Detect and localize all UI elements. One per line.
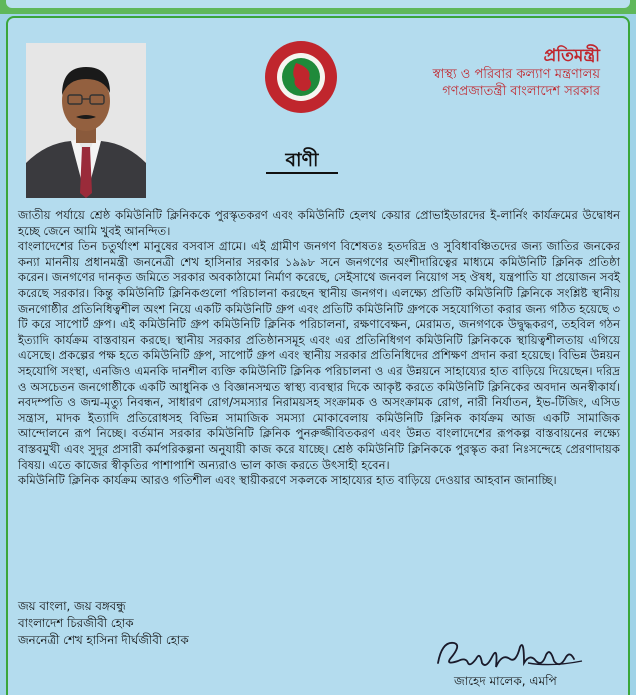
minister-heading: [433, 46, 600, 100]
government-name: গণপ্রজাতন্ত্রী বাংলাদেশ সরকার: [442, 84, 600, 99]
paragraph-main: বাংলাদেশের তিন চতুর্থাংশ মানুষের বসবাস গ্রামে। এই গ্রামীণ জনগণ বিশেষতঃ হতদরিদ্র ও সুবিধাবঞ্চিতদের জন্য জাতির জনকের কন্যা মাননীয় প্রধানমন্ত্রী জননেত্রী শেখ হাসিনার সরকার ১৯৯৮ সনে জনগণের অংশীদারিত্বের মাধ্যমে কমিউনিটি ক্লিনিক প্রতিষ্ঠা করেন। জনগণের দানকৃত জমিতে সরকার অবকাঠামো নির্মাণ করেছে, সেইসাথে জনবল নিয়োগ সহ ঔষধ, যন্ত্রপাতি যা প্রয়োজন সবই করেছে সরকার। কিন্তু কমিউনিটি ক্লিনিকগুলো পরিচালনা করছেন স্থানীয় জনগণ। এলক্ষ্যে প্রতিটি কমিউনিটি ক্লিনিকে সংশ্লিষ্ট স্থানীয় জনগোষ্ঠীর প্রতিনিধিত্বশীল অংশ নিয়ে একটি কমিউনিটি গ্রুপ এবং প্রতিটি কমিউনিটি গ্রুপকে সহযোগিতা করার জন্য গঠিত হয়েছে ৩ টি করে সাপোর্ট গ্রুপ। এই কমিউনিটি গ্রুপ কমিউনিটি ক্লিনিক পরিচালনা, রক্ষণাবেক্ষন, মেরামত, জনগণকে উদ্বুদ্ধকরণ, তহবিল গঠন ইত্যাদি কার্যক্রম বাস্তবায়ন করছে। স্থানীয় সরকার প্রতিষ্ঠানসমূহ এবং এর প্রতিনিধিগণ কমিউনিটি ক্লিনিককে স্থায়িত্বশীলতায় এগিয়ে এসেছে। প্রকল্পের পক্ষ হতে কমিউনিটি গ্রুপ, সাপোর্ট গ্রুপ এবং স্থানীয় সরকার প্রতিনিধিদের প্রশিক্ষণ প্রদান করা হয়েছে। বিভিন্ন উন্নয়ন সহযোগি সংস্থা, এনজিও এমনকি দানশীল ব্যক্তি কমিউনিটি ক্লিনিক পরিচালনা ও এর উন্নয়নে সাহায্যের হাত বাড়িয়ে দিয়েছেন। দরিদ্র ও অসচেতন জনগোষ্ঠীকে একটি আধুনিক ও বিজ্ঞানসম্মত স্বাস্থ্য ব্যবস্থার দিকে আকৃষ্ট করতে কমিউনিটি ক্লিনিকের অবদান অনস্বীকার্য। নবদম্পতি ও জন্ম-মৃত্যু নিবন্ধন, সাধারণ রোগ/সমস্যার নিরাময়সহ সংক্রামক ও অসংক্রামক রোগ, নারী নির্যাতন, ইভ-টিজিং, এসিড সন্ত্রাস, মাদক ইত্যাদি প্রতিরোধসহ বিভিন্ন সামাজিক সমস্যা মোকাবেলায় কমিউনিটি ক্লিনিক কার্যক্রম আজ একটি সামাজিক আন্দোলনে রূপ নিচ্ছে। বর্তমান সরকার কমিউনিটি ক্লিনিক পুনরুজ্জীবিতকরণ এবং উন্নত বাংলাদেশের রূপকল্প বাস্তবায়নের লক্ষ্যে বাস্তবমুখী এবং সুদূর প্রসারী কর্মপরিকল্পনা অনুযায়ী কাজ করে যাচ্ছে। শ্রেষ্ঠ কমিউনিটি ক্লিনিককে পুরস্কৃত করা নিঃসন্দেহে প্রেরণাদায়ক বিষয়। এতে কাজের স্বীকৃতির পাশাপাশি অন্যরাও ভাল কাজ করতে উৎসাহী হবেন।: [18, 239, 620, 472]
message-heading: বাণী: [266, 148, 338, 174]
closing-line: জননেত্রী শেখ হাসিনা দীর্ঘজীবী হোক: [18, 633, 189, 647]
closing-line: জয় বাংলা, জয় বঙ্গবন্ধু: [18, 599, 126, 613]
ministry-name: স্বাস্থ্য ও পরিবার কল্যাণ মন্ত্রণালয়: [432, 67, 600, 82]
handwritten-signature: [432, 633, 592, 675]
top-border-inner: [6, 0, 630, 8]
closing-line: বাংলাদেশ চিরজীবী হোক: [18, 616, 134, 630]
portrait-icon: [26, 43, 146, 198]
closing-lines: [18, 598, 189, 649]
government-seal: [263, 39, 339, 115]
signature-icon: [432, 633, 592, 675]
signer-name: জাহেদ মালেক, এমপি: [454, 674, 557, 688]
paragraph-intro: জাতীয় পর্যায়ে শ্রেষ্ঠ কমিউনিটি ক্লিনিককে পুরস্কৃতকরণ এবং কমিউনিটি হেলথ কেয়ার প্রোভাইডারদের ই-লার্নিং কার্যক্রমের উদ্বোধন হচ্ছে জেনে আমি খুবই আনন্দিত।: [18, 208, 620, 238]
message-body: [18, 208, 620, 489]
bangladesh-seal-icon: [263, 39, 339, 115]
minister-portrait-photo: [26, 43, 146, 198]
paragraph-appeal: কমিউনিটি ক্লিনিক কার্যক্রম আরও গতিশীল এবং স্থায়ীকরণে সকলকে সাহায্যের হাত বাড়িয়ে দেওয়ার আহবান জানাচ্ছি।: [18, 473, 557, 488]
top-border-strip: [0, 0, 636, 14]
minister-title: প্রতিমন্ত্রী: [543, 46, 600, 66]
